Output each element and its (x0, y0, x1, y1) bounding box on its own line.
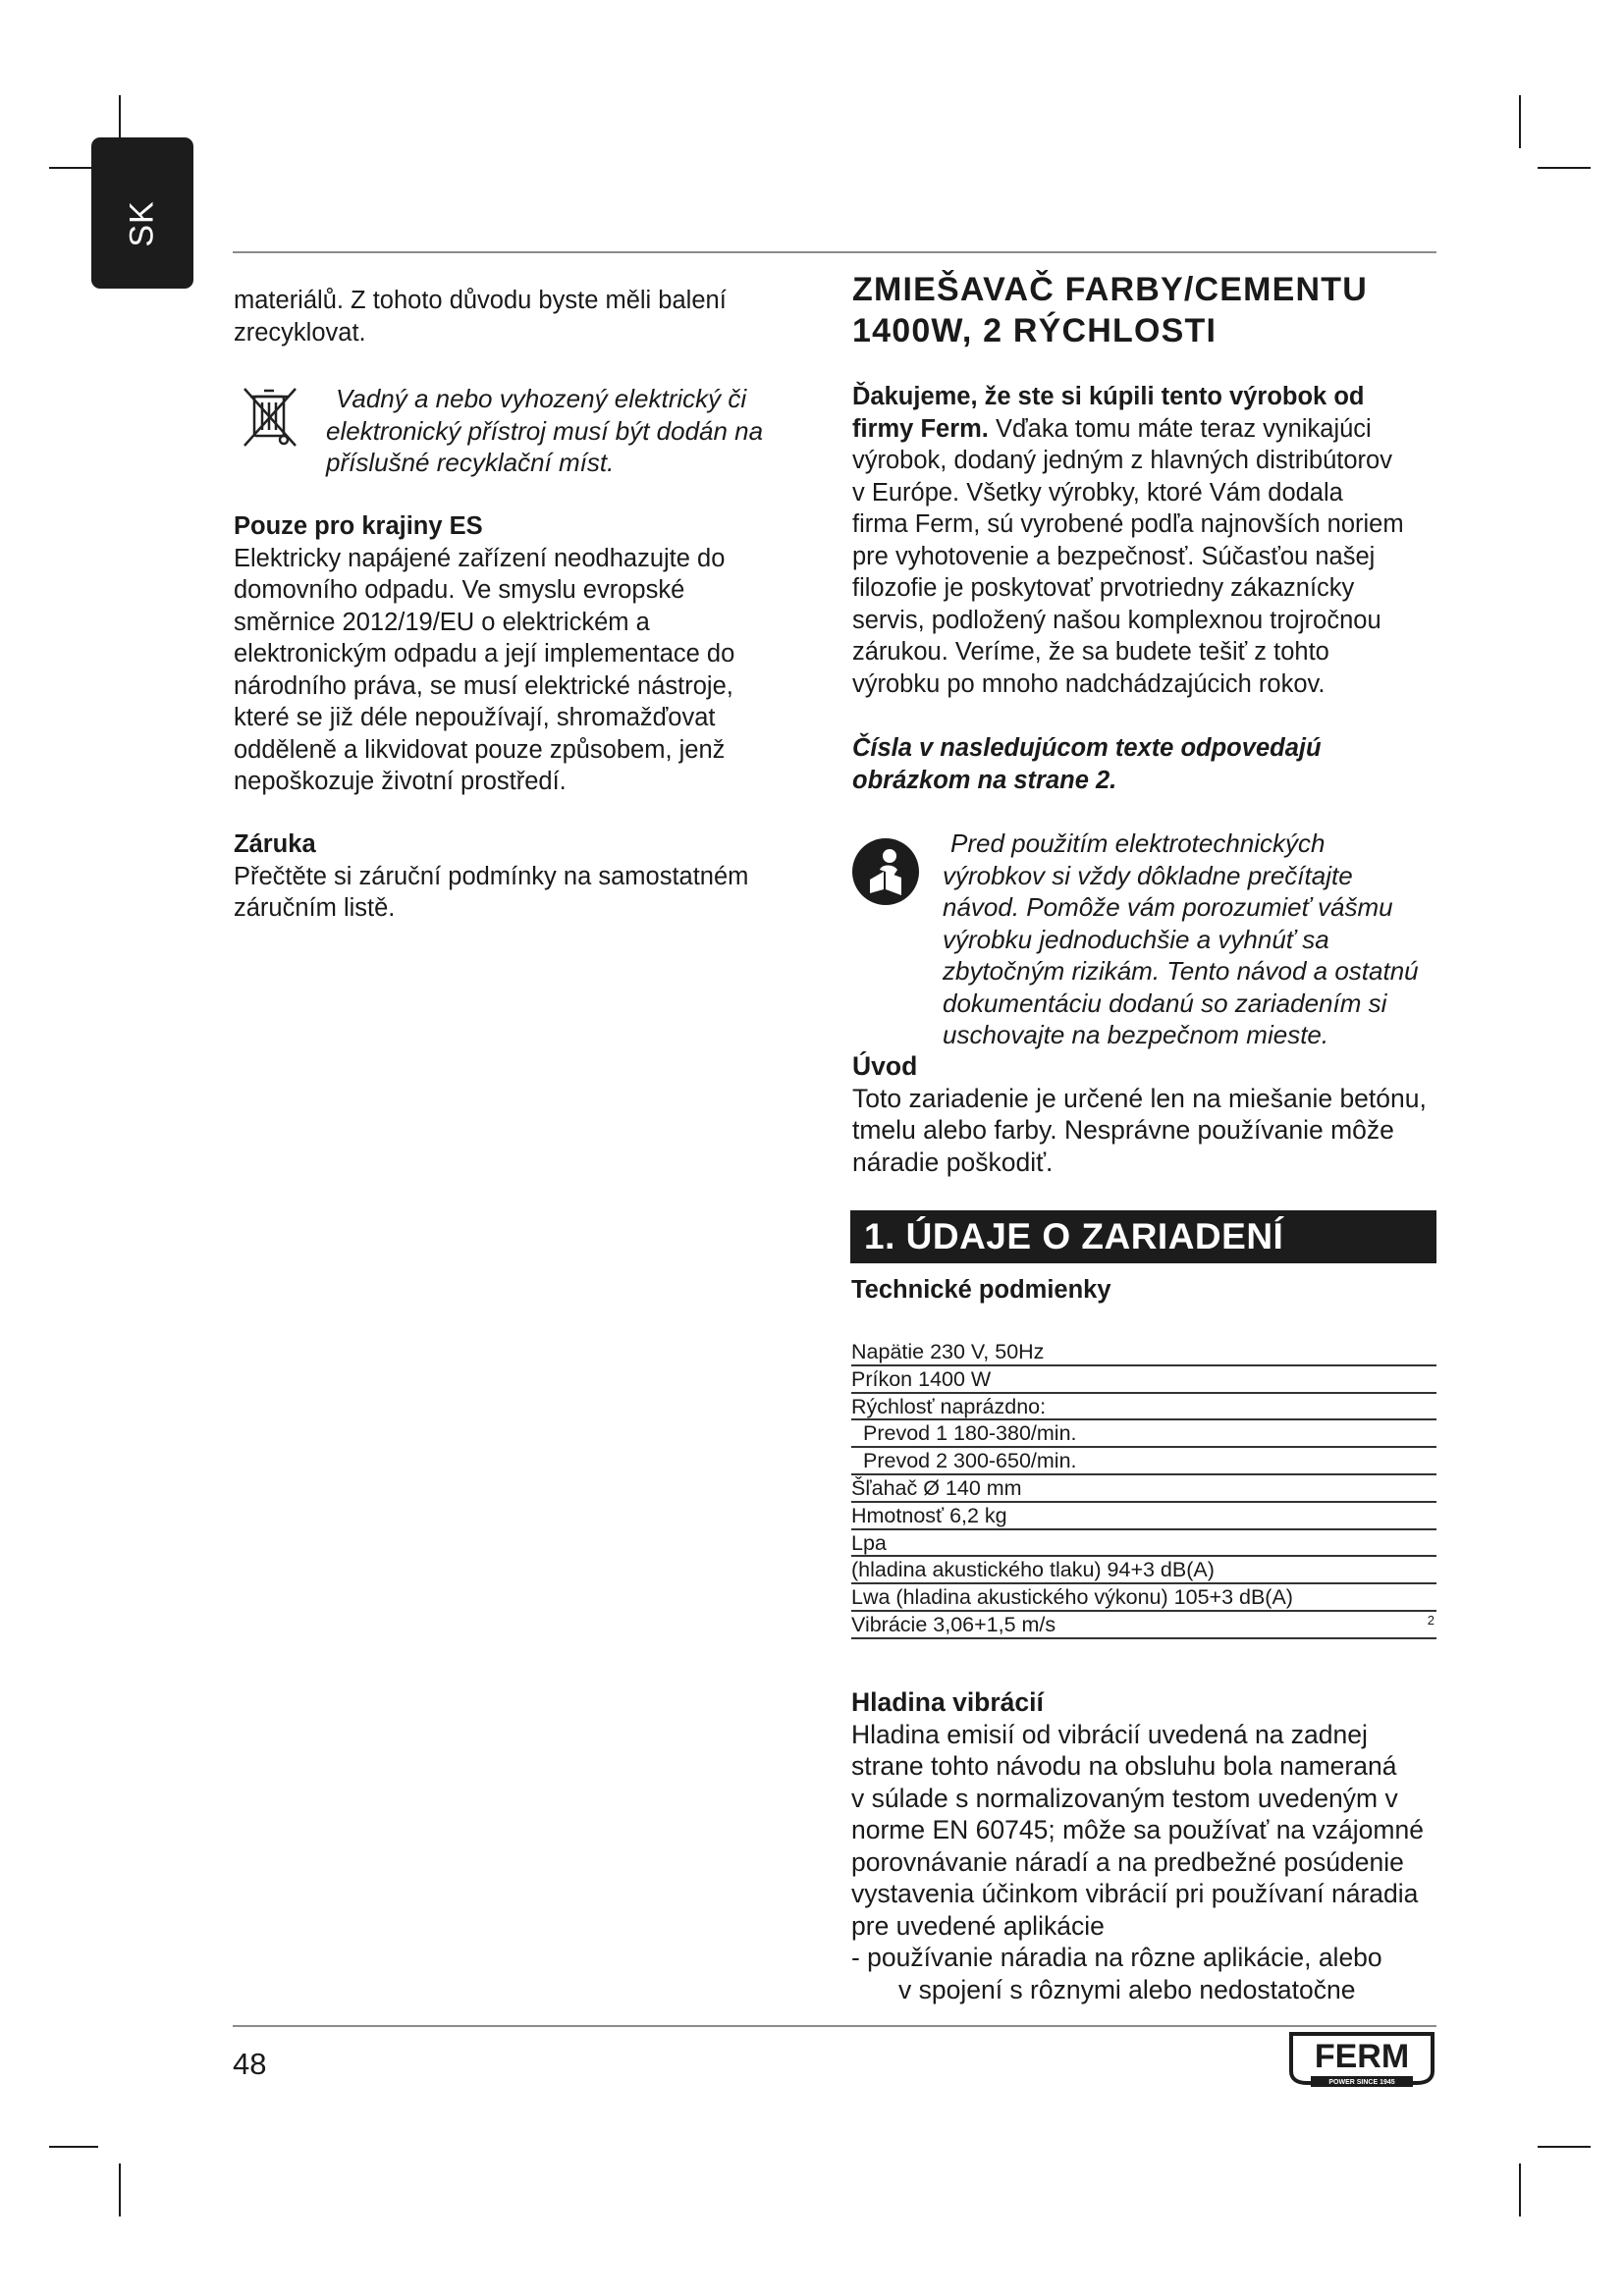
spec-table (851, 1339, 1436, 1639)
crop-mark (1519, 2163, 1521, 2216)
spec-row: Prevod 2 300-650/min. (851, 1448, 1436, 1475)
section-banner: 1. ÚDAJE O ZARIADENÍ (850, 1210, 1436, 1263)
spec-row: Napätie 230 V, 50Hz (851, 1339, 1436, 1366)
spec-row: Lwa (hladina akustického výkonu) 105+3 dB(A) (851, 1584, 1436, 1612)
wheelie-bin-crossed-icon (241, 383, 301, 450)
crop-mark (1538, 167, 1591, 169)
vibration-section: Hladina vibrácií Hladina emisií od vibrácií uvedená na zadnej strane tohto návodu na obsluhu bola nameraná v súlade s normalizovaným testom uvedeným v norme EN 60745; môže sa používať na vzájomné porovnávanie náradí a na predbežné posúdenie vystavenia účinkom vibrácií pri používaní náradia pre uvedené aplikácie - používanie náradia na rôzne aplikácie, alebo v spojení s rôznymi alebo nedostatočne (851, 1687, 1424, 2004)
footer-rule (233, 2025, 1436, 2027)
bullet-item: - používanie náradia na rôzne aplikácie, alebo (851, 1943, 1382, 1972)
spec-row: Rýchlosť naprázdno: (851, 1394, 1436, 1421)
warranty-title: Záruka (234, 830, 316, 858)
spec-row: (hladina akustického tlaku) 94+3 dB(A) (851, 1557, 1436, 1584)
warranty-section: Záruka Přečtěte si záruční podmínky na samostatném záručním listě. (234, 830, 749, 922)
crop-mark (1519, 95, 1521, 148)
spec-row: Vibrácie 3,06+1,5 m/s 2 (851, 1612, 1436, 1639)
crop-mark (49, 2146, 98, 2148)
page-number: 48 (233, 2047, 267, 2081)
language-tab (91, 137, 193, 289)
crop-mark (1538, 2146, 1591, 2148)
spec-row: Prevod 1 180-380/min. (851, 1420, 1436, 1448)
spec-row: Hmotnosť 6,2 kg (851, 1503, 1436, 1530)
read-manual-icon (850, 836, 921, 907)
spec-row: Šľahač Ø 140 mm (851, 1475, 1436, 1503)
weee-note: Vadný a nebo vyhozený elektrický či elektronický přístroj musí být dodán na příslušné recyklační míst. (326, 384, 764, 477)
language-tab-label: SK (123, 200, 161, 247)
intro-title: Úvod (852, 1051, 918, 1081)
es-section: Pouze pro krajiny ES Elektricky napájené zařízení neodhazujte do domovního odpadu. Ve smyslu evropské směrnice 2012/19/EU o elektrickém a elektronickým odpadu a její implementace do národního práva, se musí elektrické nástroje, které se již déle nepoužívají, shromažďovat odděleně a likvidovat pouze způsobem, jenž nepoškozuje životní prostředí. (234, 512, 735, 795)
manual-note: Pred použitím elektrotechnických výrobkov si vždy dôkladne prečítajte návod. Pomôže vám porozumieť vášmu výrobku jednoduchšie a vyhnúť sa zbytočným rizikám. Tento návod a ostatnú dokumentáciu dodanú so zariadením si uschovajte na bezpečnom mieste. (943, 828, 1419, 1049)
ferm-logo (1287, 2032, 1436, 2089)
intro-section: Úvod Toto zariadenie je určené len na miešanie betónu, tmelu alebo farby. Nesprávne používanie môže náradie poškodiť. (852, 1051, 1427, 1177)
product-title: ZMIEŠAVAČ FARBY/CEMENTU 1400W, 2 RÝCHLOSTI (852, 271, 1369, 349)
specs-title: Technické podmienky (851, 1276, 1111, 1304)
thanks-paragraph: Ďakujeme, že ste si kúpili tento výrobok od firmy Ferm. Vďaka tomu máte teraz vynikajúci výrobok, dodaný jedným z hlavných distribútorov v Európe. Všetky výrobky, ktoré Vám dodala firma Ferm, sú vyrobené podľa najnovších noriem pre vyhotovenie a bezpečnosť. Súčasťou našej filozofie je poskytovať prvotriedny zákaznícky servis, podložený našou komplexnou trojročnou zárukou. Veríme, že sa budete tešiť z tohto výrobku po mnoho nadchádzajúcich rokov. (852, 383, 1404, 698)
left-intro: materiálů. Z tohoto důvodu byste měli balení zrecyklovat. (234, 287, 727, 347)
spec-row: Lpa (851, 1530, 1436, 1558)
logo-subtitle: POWER SINCE 1945 (1328, 2079, 1395, 2086)
superscript: 2 (1427, 1612, 1435, 1628)
es-title: Pouze pro krajiny ES (234, 512, 483, 540)
vibration-title: Hladina vibrácií (851, 1687, 1044, 1717)
header-rule (233, 251, 1436, 253)
spec-row: Príkon 1400 W (851, 1366, 1436, 1394)
logo-text: FERM (1314, 2038, 1410, 2075)
numbers-note: Čísla v nasledujúcom texte odpovedajú obrázkom na strane 2. (852, 734, 1322, 794)
crop-mark (119, 2163, 121, 2216)
